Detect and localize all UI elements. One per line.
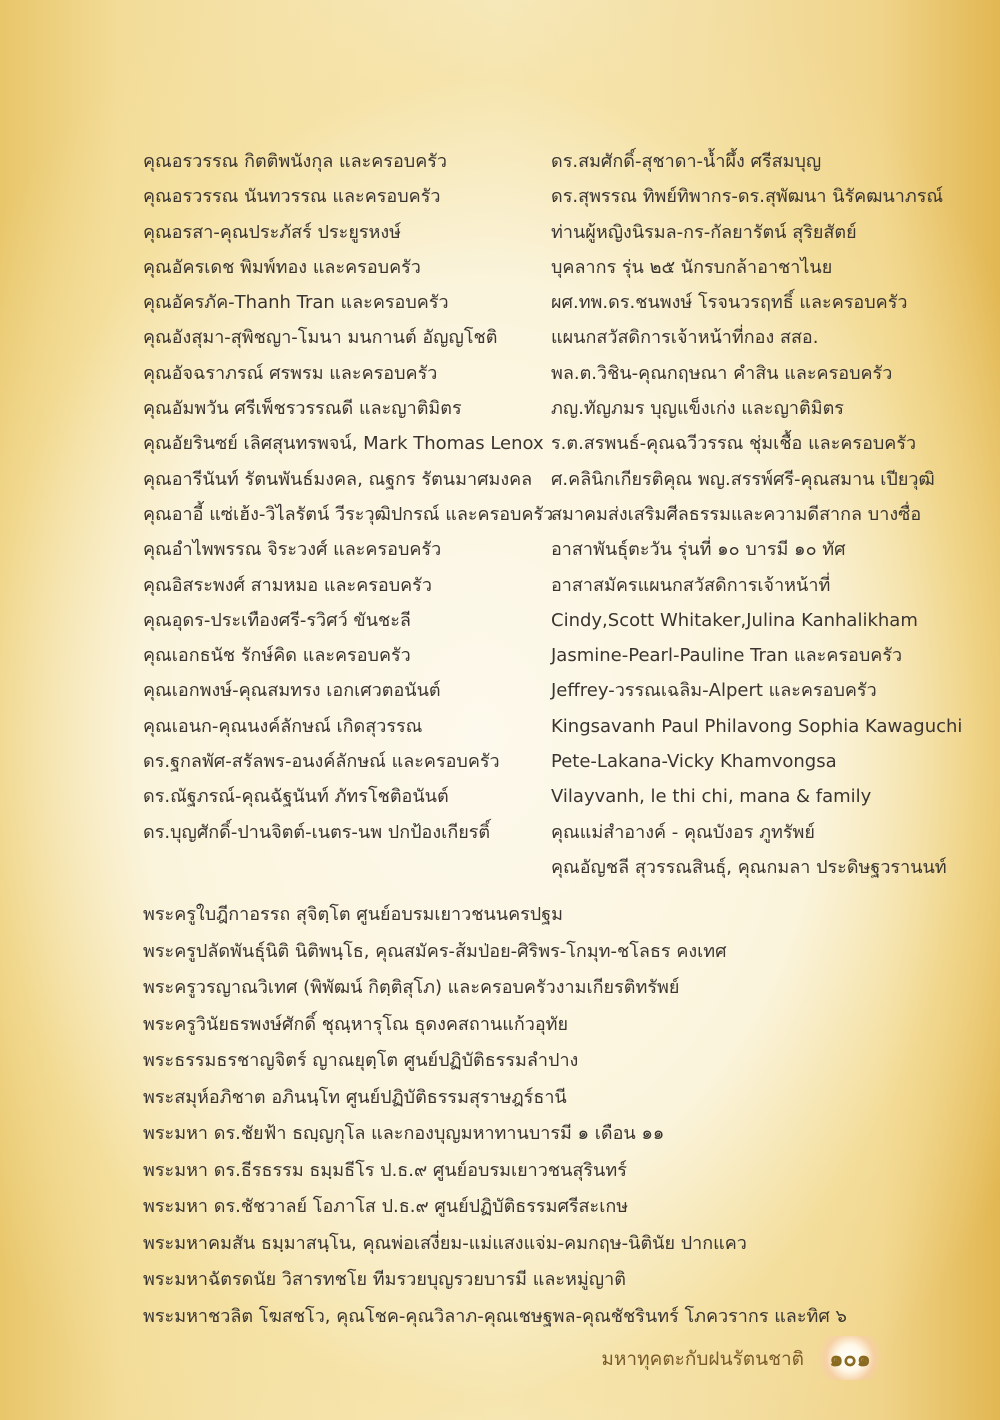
donor-name: คุณอรสา-คุณประภัสร์ ประยูรหงษ์: [143, 221, 402, 243]
donor-name: คุณอัยรินซย์ เลิศสุนทรพจน์, Mark Thomas Lenox: [143, 433, 544, 455]
donor-name: คุณอิสระพงศ์ สามหมอ และครอบครัว: [143, 574, 432, 596]
donor-name: Kingsavanh Paul Philavong Sophia Kawaguchi: [551, 715, 963, 737]
donor-name: ดร.สมศักดิ์-สุชาดา-น้ำผึ้ง ศรีสมบุญ: [551, 151, 822, 172]
donor-name: ดร.บุญศักดิ์-ปานจิตต์-เนตร-นพ ปกป้องเกียรติ์: [143, 821, 491, 843]
donor-name: Vilayvanh, le thi chi, mana & family: [551, 786, 872, 808]
donor-name: พระสมุห์อภิชาต อภินนฺโท ศูนย์ปฏิบัติธรรมสุราษฎร์ธานี: [143, 1086, 567, 1108]
donor-name: คุณอัมพวัน ศรีเพ็ชรวรรณดี และญาติมิตร: [143, 398, 462, 420]
donor-name: Pete-Lakana-Vicky Khamvongsa: [551, 751, 837, 773]
donor-name: คุณแม่สำอางค์ - คุณบังอร ภูทรัพย์: [551, 821, 815, 843]
donor-name: พระธรรมธรชาญจิตร์ ญาณยุตฺโต ศูนย์ปฏิบัติธรรมลำปาง: [143, 1050, 579, 1071]
donor-name: คุณอรวรรณ นันทวรรณ และครอบครัว: [143, 186, 441, 208]
donor-name: พระมหาคมสัน ธมฺมาสนฺโน, คุณพ่อเสงี่ยม-แม่แสงแจ่ม-คมกฤษ-นิตินัย ปากแคว: [143, 1232, 747, 1254]
donor-name: ท่านผู้หญิงนิรมล-กร-กัลยารัตน์ สุริยสัตย์: [551, 221, 857, 243]
donor-name: พระมหา ดร.ชัยฟ้า ธญฺญกุโล และกองบุญมหาทานบารมี ๑ เดือน ๑๑: [143, 1123, 665, 1144]
page-number: ๑๐๑: [812, 1336, 888, 1380]
donor-name: คุณอาอี้ แซ่เฮ้ง-วิไลรัตน์ วีระวุฒิปกรณ์ และครอบครัว: [143, 503, 554, 525]
donor-name: พระมหา ดร.ธีรธรรม ธมฺมธีโร ป.ธ.๙ ศูนย์อบรมเยาวชนสุรินทร์: [143, 1159, 627, 1181]
donor-name: Cindy,Scott Whitaker,Julina Kanhalikham: [551, 609, 918, 631]
donor-name: ผศ.ทพ.ดร.ชนพงษ์ โรจนวรฤทธิ์ และครอบครัว: [551, 292, 908, 314]
book-title: มหาทุคตะกับฝนรัตนชาติ: [601, 1348, 804, 1370]
donor-name: คุณเอนก-คุณนงค์ลักษณ์ เกิดสุวรรณ: [143, 715, 423, 737]
donor-name: คุณอารีนันท์ รัตนพันธ์มงคล, ณฐกร รัตนมาศมงคล: [143, 468, 533, 490]
donor-name: พระครูวินัยธรพงษ์ศักดิ์ ชุณฺหารุโณ ธุดงคสถานแก้วอุทัย: [143, 1013, 569, 1035]
donor-name: ดร.สุพรรณ ทิพย์ทิพากร-ดร.สุพัฒนา นิรัคฒนาภรณ์: [551, 186, 944, 208]
donor-name: ภญ.ทัญภมร บุญแข็งเก่ง และญาติมิตร: [551, 398, 844, 420]
donor-name: คุณอรวรรณ กิตติพนังกุล และครอบครัว: [143, 151, 448, 172]
donor-name: บุคลากร รุ่น ๒๕ นักรบกล้าอาชาไนย: [551, 256, 833, 278]
donor-name: คุณอัญชลี สุวรรณสินธุ์, คุณกมลา ประดิษฐวรานนท์: [551, 856, 947, 878]
donor-name: พระมหาชวลิต โฆสชโว, คุณโชค-คุณวิลาภ-คุณเชษฐพล-คุณชัชรินทร์ โภควรากร และทิศ ๖: [143, 1305, 847, 1327]
donor-name: คุณเอกพงษ์-คุณสมทรง เอกเศวตอนันต์: [143, 680, 441, 702]
donor-name: พล.ต.วิชิน-คุณกฤษณา คำสิน และครอบครัว: [551, 362, 893, 384]
donor-name: อาสาสมัครแผนกสวัสดิการเจ้าหน้าที่: [551, 574, 831, 596]
donor-name: อาสาพันธุ์ตะวัน รุ่นที่ ๑๐ บารมี ๑๐ ทัศ: [551, 539, 846, 561]
donor-name: ร.ต.สรพนธ์-คุณฉวีวรรณ ชุ่มเชื้อ และครอบครัว: [551, 433, 917, 455]
donor-name: สมาคมส่งเสริมศีลธรรมและความดีสากล บางซื่อ: [551, 503, 922, 525]
donor-name: แผนกสวัสดิการเจ้าหน้าที่กอง สสอ.: [551, 327, 819, 349]
donor-name: คุณอำไพพรรณ จิระวงศ์ และครอบครัว: [143, 539, 442, 561]
donor-name: คุณอัครภัค-Thanh Tran และครอบครัว: [143, 292, 449, 314]
donor-name: คุณเอกธนัช รักษ์คิด และครอบครัว: [143, 645, 411, 667]
donor-name: Jeffrey-วรรณเฉลิม-Alpert และครอบครัว: [551, 680, 877, 702]
donor-name: คุณอัจฉราภรณ์ ศรพรม และครอบครัว: [143, 362, 438, 384]
donor-name: พระครูใบฎีกาอรรถ สุจิตฺโต ศูนย์อบรมเยาวชนนครปฐม: [143, 904, 564, 925]
donor-list-left: [143, 144, 553, 850]
monk-donor-list: [143, 897, 847, 1335]
donor-name: ศ.คลินิกเกียรติคุณ พญ.สรรพ์ศรี-คุณสมาน เปียวุฒิ: [551, 468, 935, 490]
donor-name: ดร.ฐกลพัศ-สรัลพร-อนงค์ลักษณ์ และครอบครัว: [143, 751, 500, 773]
donor-name: คุณอุดร-ประเทืองศรี-รวิศว์ ขันชะลี: [143, 609, 411, 631]
donor-name: คุณอัครเดช พิมพ์ทอง และครอบครัว: [143, 256, 421, 278]
donor-name: คุณอังสุมา-สุพิชญา-โมนา มนกานต์ อัญญโชติ: [143, 327, 498, 349]
donor-name: พระครูวรญาณวิเทศ (พิพัฒน์ กิตฺติสุโภ) และครอบครัวงามเกียรติทรัพย์: [143, 977, 680, 998]
donor-name: ดร.ณัฐภรณ์-คุณฉัฐนันท์ ภัทรโชติอนันต์: [143, 786, 449, 808]
donor-name: พระมหา ดร.ชัชวาลย์ โอภาโส ป.ธ.๙ ศูนย์ปฏิบัติธรรมศรีสะเกษ: [143, 1196, 629, 1217]
donor-name: พระครูปลัดพันธุ์นิติ นิติพนฺโธ, คุณสมัคร-ส้มป่อย-ศิริพร-โกมุท-ชโลธร คงเทศ: [143, 940, 727, 962]
donor-list-right: [551, 144, 962, 885]
donor-name: Jasmine-Pearl-Pauline Tran และครอบครัว: [551, 645, 903, 667]
donor-name: พระมหาฉัตรดนัย วิสารทชโย ทีมรวยบุญรวยบารมี และหมู่ญาติ: [143, 1269, 626, 1290]
